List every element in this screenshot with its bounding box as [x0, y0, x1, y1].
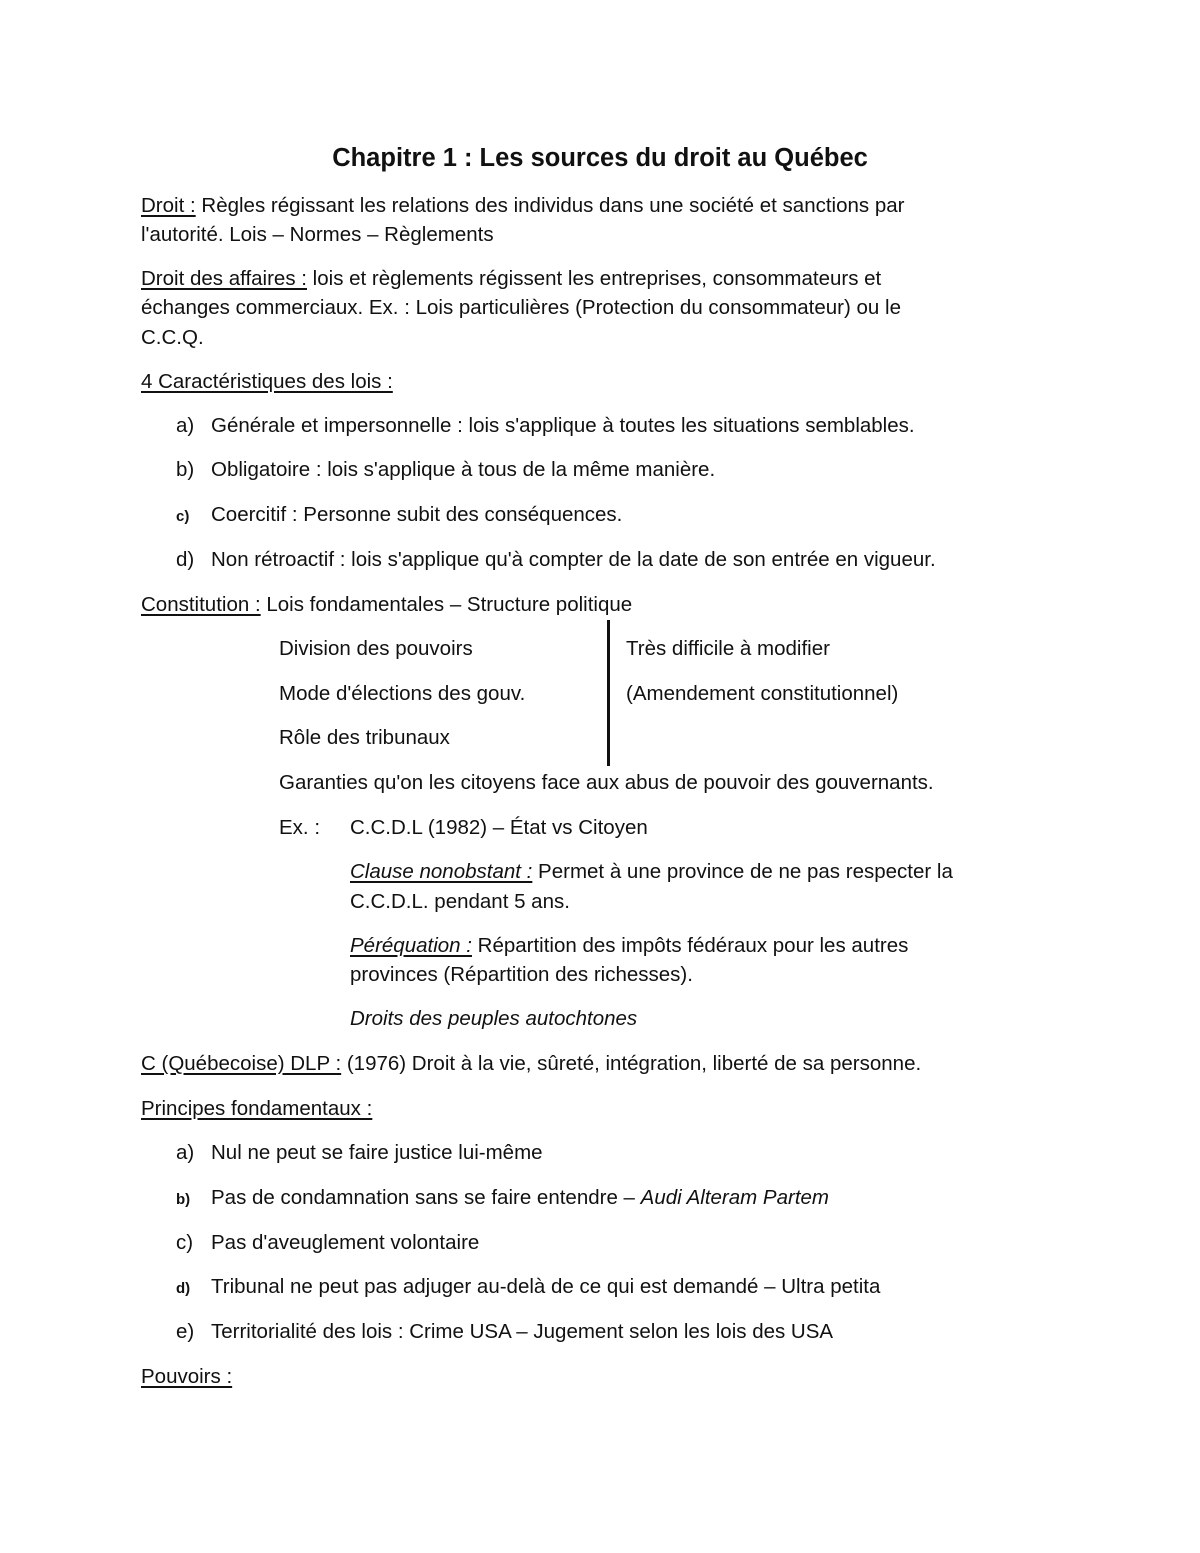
principe-text-b	[211, 1183, 829, 1213]
principe-marker-a: a)	[176, 1141, 195, 1164]
constitution-left-2: Mode d'élections des gouv.	[279, 682, 526, 705]
principe-marker-c: c)	[176, 1231, 194, 1254]
constitution-ex-text: C.C.D.L (1982) – État vs Citoyen	[350, 816, 648, 839]
droit-text-1: Règles régissant les relations des individus dans une société et sanctions par	[195, 194, 905, 217]
clause-line-1	[350, 857, 953, 887]
constitution-left-3: Rôle des tribunaux	[279, 726, 450, 749]
principe-text-a	[211, 1138, 543, 1168]
principe-marker-e: e)	[176, 1320, 195, 1343]
principe-text-a-main: Nul ne peut se faire justice lui-même	[211, 1141, 543, 1164]
perequation-term: Péréquation :	[350, 934, 472, 957]
page-title: Chapitre 1 : Les sources du droit au Québec	[332, 144, 868, 172]
principe-text-d: Tribunal ne peut pas adjuger au-delà de ce qui est demandé – Ultra petita	[211, 1275, 881, 1298]
caracteristique-text-b: Obligatoire : lois s'applique à tous de la même manière.	[211, 458, 716, 481]
droit-affaires-text-1: lois et règlements régissent les entreprises, consommateurs et	[306, 267, 882, 290]
principes-heading: Principes fondamentaux :	[141, 1097, 373, 1120]
perequation-line-1	[350, 931, 908, 961]
principe-marker-d: d)	[176, 1280, 191, 1297]
constitution-garanties: Garanties qu'on les citoyens face aux abus de pouvoir des gouvernants.	[279, 771, 934, 794]
droit-affaires-line-1	[141, 264, 881, 294]
caracteristique-marker-b: b)	[176, 458, 195, 481]
droit-affaires-text-3: C.C.Q.	[141, 326, 204, 349]
caracteristique-marker-a: a)	[176, 414, 195, 437]
clause-text-2: C.C.D.L. pendant 5 ans.	[350, 890, 570, 913]
caracteristique-marker-d: d)	[176, 548, 195, 571]
caracteristique-text-c: Coercitif : Personne subit des conséquences.	[211, 503, 623, 526]
caracteristique-text-a: Générale et impersonnelle : lois s'applique à toutes les situations semblables.	[211, 414, 915, 437]
constitution-right-1: Très difficile à modifier	[626, 637, 830, 660]
droit-affaires-term: Droit des affaires :	[141, 267, 307, 290]
principe-text-b-latin: Audi Alteram Partem	[640, 1186, 830, 1209]
column-divider	[607, 620, 610, 766]
constitution-right-2: (Amendement constitutionnel)	[626, 682, 899, 705]
cdlp-text: (1976) Droit à la vie, sûreté, intégration, liberté de sa personne.	[341, 1052, 922, 1075]
caracteristique-marker-c: c)	[176, 508, 190, 525]
cdlp-line	[141, 1049, 921, 1079]
principe-text-b-main: Pas de condamnation sans se faire entendre –	[211, 1186, 641, 1209]
perequation-text-2: provinces (Répartition des richesses).	[350, 963, 693, 986]
droit-line-1	[141, 191, 904, 221]
constitution-left-1: Division des pouvoirs	[279, 637, 473, 660]
perequation-text-1: Répartition des impôts fédéraux pour les autres	[471, 934, 909, 957]
principe-text-c: Pas d'aveuglement volontaire	[211, 1231, 480, 1254]
cdlp-term: C (Québecoise) DLP :	[141, 1052, 342, 1075]
caracteristique-text-d: Non rétroactif : lois s'applique qu'à compter de la date de son entrée en vigueur.	[211, 548, 936, 571]
droits-autochtones: Droits des peuples autochtones	[350, 1007, 638, 1030]
droit-term: Droit :	[141, 194, 196, 217]
principe-marker-b: b)	[176, 1191, 191, 1208]
caracteristiques-heading: 4 Caractéristiques des lois :	[141, 370, 393, 393]
principe-text-e: Territorialité des lois : Crime USA – Jugement selon les lois des USA	[211, 1320, 834, 1343]
pouvoirs-heading: Pouvoirs :	[141, 1365, 233, 1388]
droit-affaires-text-2: échanges commerciaux. Ex. : Lois particulières (Protection du consommateur) ou le	[141, 296, 901, 319]
constitution-ex-label: Ex. :	[279, 816, 321, 839]
droit-text-2: l'autorité. Lois – Normes – Règlements	[141, 223, 494, 246]
constitution-text: Lois fondamentales – Structure politique	[260, 593, 633, 616]
clause-term: Clause nonobstant :	[350, 860, 533, 883]
clause-text-1: Permet à une province de ne pas respecter la	[532, 860, 953, 883]
constitution-line	[141, 590, 632, 620]
constitution-term: Constitution :	[141, 593, 261, 616]
